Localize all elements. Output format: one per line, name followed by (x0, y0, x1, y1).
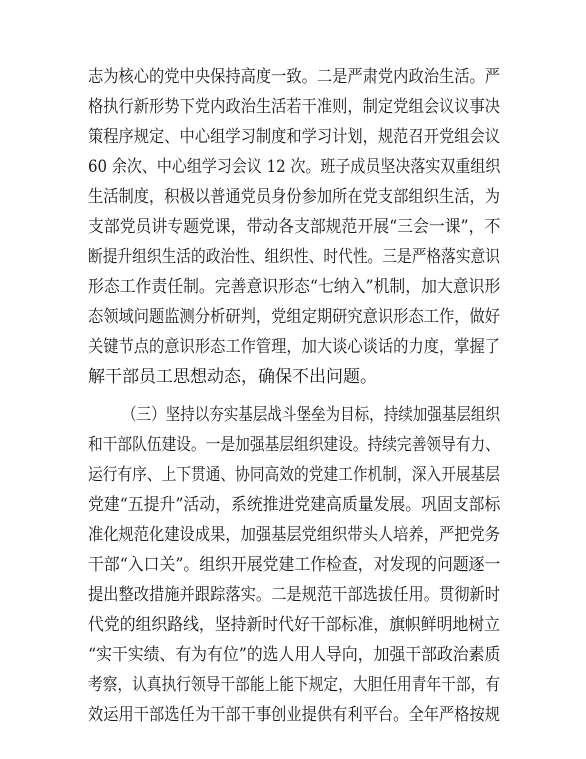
text-line: 党建“五提升”活动，系统推进党建高质量发展。巩固支部标 (88, 495, 501, 515)
text-line: 志为核心的党中央保持高度一致。二是严肃党内政治生活。严 (88, 67, 500, 87)
text-line: 运行有序、上下贯通、协同高效的党建工作机制，深入开展基层 (88, 465, 500, 485)
text-line: 态领域问题监测分析研判，党组定期研究意识形态工作，做好 (88, 307, 500, 327)
text-line: 提出整改措施并跟踪落实。二是规范干部选拔任用。贯彻新时 (88, 585, 500, 605)
text-line: 考察，认真执行领导干部能上能下规定，大胆任用青年干部，有 (88, 675, 500, 695)
text-line: 解干部员工思想动态，确保不出问题。 (88, 367, 377, 387)
text-line: 60 余次、中心组学习会议 12 次。班子成员坚决落实双重组织 (88, 157, 501, 177)
text-line: 策程序规定、中心组学习制度和学习计划，规范召开党组会议 (88, 127, 500, 147)
text-line: “实干实绩、有为有位”的选人用人导向，加强干部政治素质 (88, 645, 501, 665)
text-line: 效运用干部选任为干部干事创业提供有利平台。全年严格按规 (88, 705, 500, 725)
text-line: 干部“入口关”。组织开展党建工作检查，对发现的问题逐一 (88, 555, 501, 575)
text-line: 代党的组织路线，坚持新时代好干部标准，旗帜鲜明地树立 (88, 615, 500, 635)
text-line: 断提升组织生活的政治性、组织性、时代性。三是严格落实意识 (88, 247, 500, 267)
text-line: 关键节点的意识形态工作管理，加大谈心谈话的力度，掌握了 (88, 337, 500, 357)
text-line: 准化规范化建设成果，加强基层党组织带头人培养，严把党务 (88, 525, 500, 545)
text-line: 形态工作责任制。完善意识形态“七纳入”机制，加大意识形 (88, 277, 501, 297)
text-line: 格执行新形势下党内政治生活若干准则，制定党组会议议事决 (88, 97, 500, 117)
text-line: 和干部队伍建设。一是加强基层组织建设。持续完善领导有力、 (88, 435, 500, 455)
text-line: 支部党员讲专题党课，带动各支部规范开展“三会一课”，不 (88, 217, 501, 237)
section-heading-line: （三）坚持以夯实基层战斗堡垒为目标，持续加强基层组织 (122, 405, 500, 425)
text-line: 生活制度，积极以普通党员身份参加所在党支部组织生活，为 (88, 187, 500, 207)
